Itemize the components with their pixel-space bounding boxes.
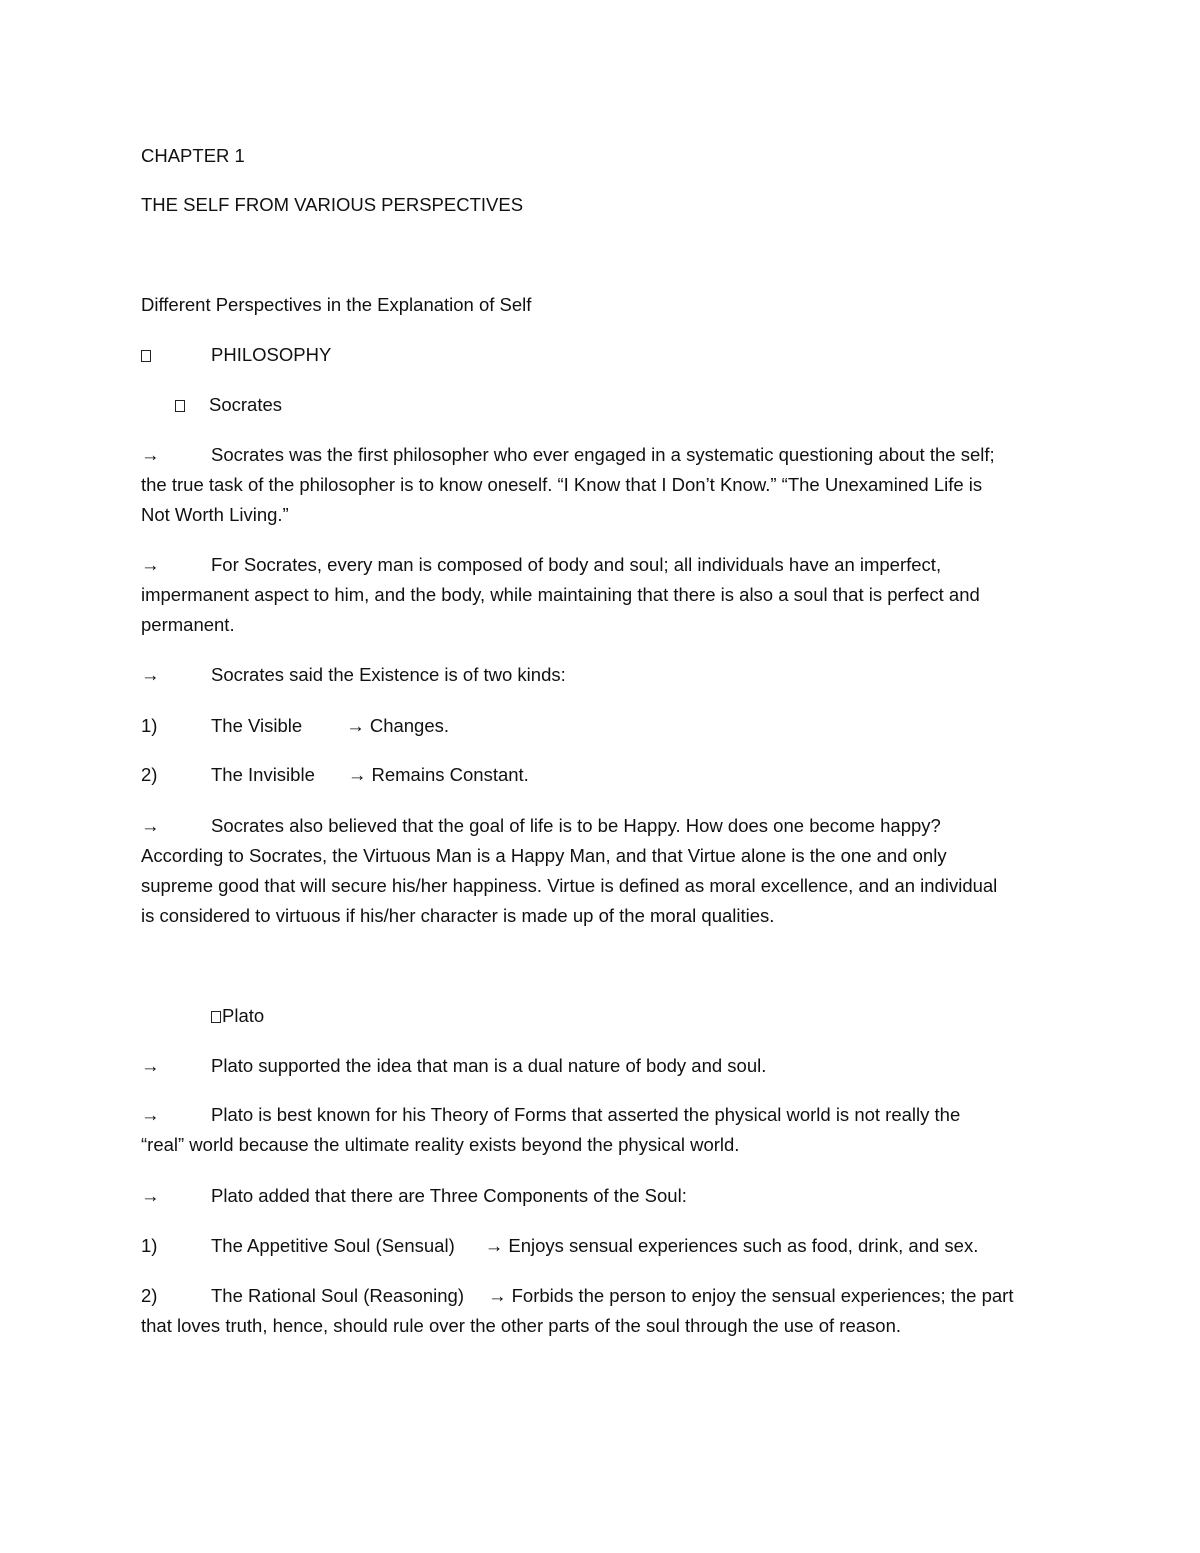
- socrates-paragraph-2-line-1: → For Socrates, every man is composed of body and soul; all individuals have an imperfect,: [141, 550, 1061, 580]
- philosophy-item: [141, 340, 1061, 370]
- socrates-paragraph-1-line-3: Not Worth Living.”: [141, 504, 289, 525]
- socrates-paragraph-3: → Socrates said the Existence is of two kinds:: [141, 660, 1061, 690]
- arrow-icon: →: [141, 1055, 160, 1076]
- chapter-number: CHAPTER 1: [141, 145, 245, 166]
- plato-paragraph-1: → Plato supported the idea that man is a dual nature of body and soul.: [141, 1051, 1061, 1081]
- socrates-label: Socrates: [209, 394, 283, 415]
- plato-item: [211, 1001, 1131, 1031]
- bullet-box-icon: [175, 400, 185, 412]
- socrates-paragraph-1-line-1: → Socrates was the first philosopher who ever engaged in a systematic questioning about the self;: [141, 440, 1061, 470]
- arrow-icon: →: [141, 444, 160, 465]
- list-item: 2) The Rational Soul (Reasoning) → Forbids the person to enjoy the sensual experiences; the part: [141, 1285, 1014, 1306]
- plato-paragraph-3: → Plato added that there are Three Components of the Soul:: [141, 1181, 1061, 1211]
- arrow-icon: →: [484, 1235, 504, 1256]
- plato-paragraph-2-line-2: “real” world because the ultimate reality exists beyond the physical world.: [141, 1134, 740, 1155]
- arrow-icon: →: [346, 715, 365, 736]
- plato-paragraph-2-line-1: → Plato is best known for his Theory of Forms that asserted the physical world is not really the: [141, 1100, 1061, 1130]
- plato-label: Plato: [222, 1005, 265, 1026]
- socrates-paragraph-4-line-3: supreme good that will secure his/her happiness. Virtue is defined as moral excellence, and an individual: [141, 875, 998, 896]
- list-item-continuation: that loves truth, hence, should rule over the other parts of the soul through the use of reason.: [141, 1315, 901, 1336]
- arrow-icon: →: [141, 815, 160, 836]
- socrates-paragraph-4-line-4: is considered to virtuous if his/her character is made up of the moral qualities.: [141, 905, 775, 926]
- arrow-icon: →: [141, 1185, 160, 1206]
- socrates-paragraph-1-line-2: the true task of the philosopher is to know oneself. “I Know that I Don’t Know.” “The Unexamined Life is: [141, 474, 983, 495]
- list-item: 2) The Invisible → Remains Constant.: [141, 764, 529, 785]
- arrow-icon: →: [141, 554, 160, 575]
- section-heading: Different Perspectives in the Explanation of Self: [141, 294, 532, 315]
- socrates-paragraph-2-line-2: impermanent aspect to him, and the body, while maintaining that there is also a soul that is perfect and: [141, 584, 980, 605]
- chapter-title: THE SELF FROM VARIOUS PERSPECTIVES: [141, 194, 524, 215]
- socrates-paragraph-2-line-3: permanent.: [141, 614, 235, 635]
- arrow-icon: →: [487, 1285, 507, 1306]
- arrow-icon: →: [141, 1104, 160, 1125]
- bullet-box-icon: [141, 350, 151, 362]
- arrow-icon: →: [141, 664, 160, 685]
- philosophy-label: PHILOSOPHY: [211, 344, 332, 365]
- arrow-icon: →: [347, 764, 367, 785]
- socrates-paragraph-4-line-2: According to Socrates, the Virtuous Man is a Happy Man, and that Virtue alone is the one and only: [141, 845, 947, 866]
- list-item: 1) The Appetitive Soul (Sensual) → Enjoys sensual experiences such as food, drink, and sex.: [141, 1235, 979, 1256]
- socrates-paragraph-4-line-1: → Socrates also believed that the goal of life is to be Happy. How does one become happy?: [141, 811, 1061, 841]
- bullet-box-icon: [211, 1011, 221, 1023]
- list-item: 1) The Visible → Changes.: [141, 715, 450, 736]
- socrates-item: [175, 390, 1095, 420]
